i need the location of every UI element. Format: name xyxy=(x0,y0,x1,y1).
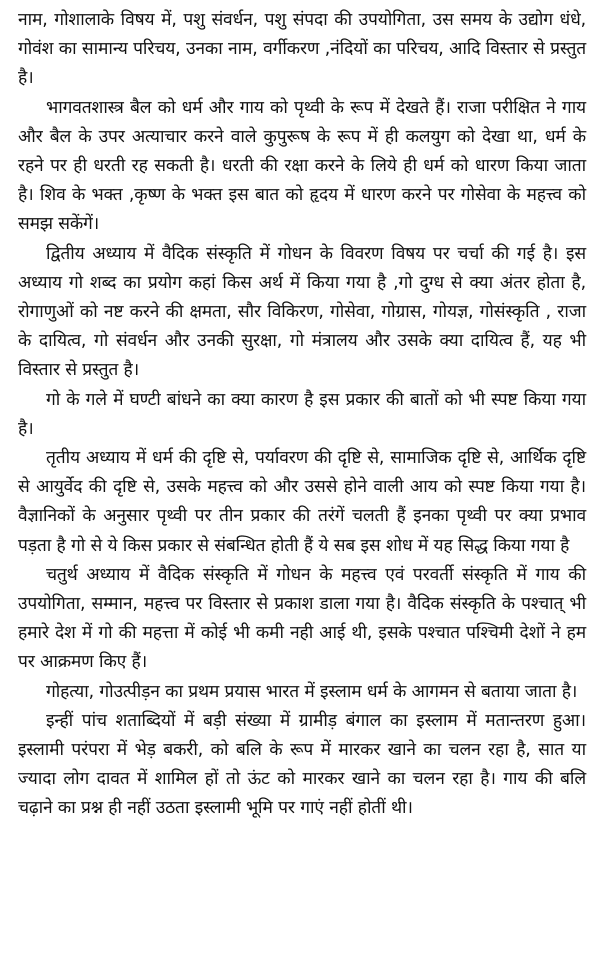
paragraph-second-chapter: द्वितीय अध्याय में वैदिक संस्कृति में गोधन के विवरण विषय पर चर्चा की गई है। इस अध्याय गो शब्द का प्रयोग कहां किस अर्थ में किया गया है ,गो दुग्ध से क्या अंतर होता है, रोगाणुओं को नष्ट करने की क्षमता, सौर विकिरण, गोसेवा, गोग्रास, गोयज्ञ, गोसंस्कृति , राजा के दायित्व, गो संवर्धन और उनकी सुरक्षा, गो मंत्रालय और उसके क्या दायित्व हैं, यह भी विस्तार से प्रस्तुत है। xyxy=(18,243,586,381)
paragraph-third-chapter: तृतीय अध्याय में धर्म की दृष्टि से, पर्यावरण की दृष्टि से, सामाजिक दृष्टि से, आर्थिक दृष्टि से आयुर्वेद की दृष्टि से, उसके महत्त्व को और उससे होने वाली आय को स्पष्ट किया गया है। वैज्ञानिकों के अनुसार पृथ्वी पर तीन प्रकार की तरंगें चलती हैं इनका पृथ्वी पर क्या प्रभाव पड़ता है गो से ये किस प्रकार से संबन्धित होती हैं ये सब इस शोध में यह सिद्ध किया गया है xyxy=(18,448,586,556)
paragraph-continuation: नाम, गोशालाके विषय में, पशु संवर्धन, पशु संपदा की उपयोगिता, उस समय के उद्योग धंधे, गोवंश का सामान्य परिचय, उनका नाम, वर्गीकरण ,नंदियों का परिचय, आदि विस्तार से प्रस्तुत है। xyxy=(18,10,586,89)
paragraph-cow-bell: गो के गले में घण्टी बांधने का क्या कारण है इस प्रकार की बातों को भी स्पष्ट किया गया है। xyxy=(18,389,586,439)
paragraph-fourth-chapter: चतुर्थ अध्याय में वैदिक संस्कृति में गोधन के महत्त्व एवं परवर्ती संस्कृति में गाय की उपयोगिता, सम्मान, महत्त्व पर विस्तार से प्रकाश डाला गया है। वैदिक संस्कृति के पश्चात् भी हमारे देश में गो की महत्ता में कोई भी कमी नही आई थी, इसके पश्चात पश्चिमी देशों ने हम पर आक्रमण किए हैं। xyxy=(18,564,586,673)
paragraph-cow-slaughter: गोहत्या, गोउत्पीड़न का प्रथम प्रयास भारत में इस्लाम धर्म के आगमन से बताया जाता है। xyxy=(46,681,578,702)
paragraph-bhagavat-shastra: भागवतशास्त्र बैल को धर्म और गाय को पृथ्वी के रूप में देखते हैं। राजा परीक्षित ने गाय और बैल के उपर अत्याचार करने वाले कुपुरूष के रूप में ही कलयुग को देखा था, धर्म के रहने पर ही धरती रह सकती है। धरती की रक्षा करने के लिये ही धर्म को धारण किया जाता है। शिव के भक्त ,कृष्ण के भक्त इस बात को हृदय में धारण करने पर गोसेवा के महत्त्व को समझ सकेंगें। xyxy=(18,97,586,235)
paragraph-five-centuries: इन्हीं पांच शताब्दियों में बड़ी संख्या में ग्रामीड़ बंगाल का इस्लाम में मतान्तरण हुआ। इस्लामी परंपरा में भेड़ बकरी, को बलि के रूप में मारकर खाने का चलन रहा है, सात या ज्यादा लोग दावत में शामिल हों तो ऊंट को मारकर खाने का चलन रहा है। गाय की बलि चढ़ाने का प्रश्न ही नहीं उठता इस्लामी भूमि पर गाएं नहीं होतीं थी। xyxy=(18,710,586,819)
